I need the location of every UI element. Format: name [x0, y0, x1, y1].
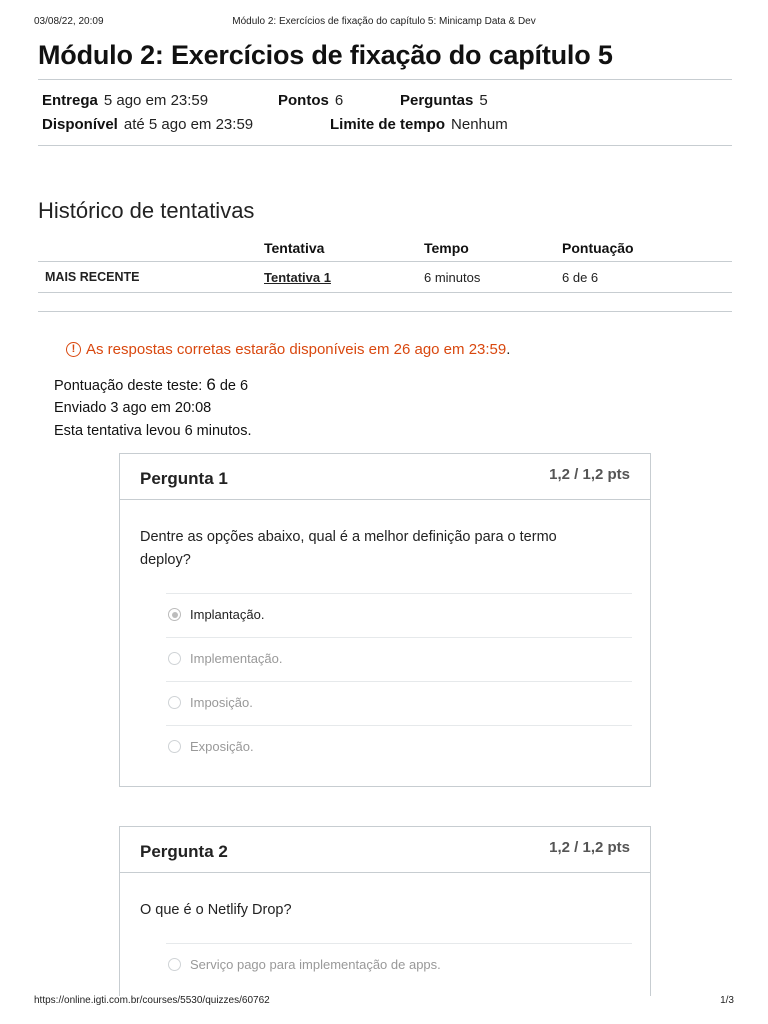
page-number: 1/3: [720, 995, 734, 1006]
score-suffix: de 6: [215, 378, 249, 394]
question-points: 1,2 / 1,2 pts: [549, 839, 630, 856]
question-points: 1,2 / 1,2 pts: [549, 466, 630, 483]
answer-option[interactable]: [166, 943, 632, 987]
time-limit-value: Nenhum: [451, 116, 508, 133]
time-limit-label: Limite de tempo: [330, 116, 446, 133]
col-attempt: Tentativa: [264, 240, 325, 256]
answer-label: Implantação.: [190, 607, 265, 622]
history-title: Histórico de tentativas: [38, 198, 255, 223]
attempt-score: 6 de 6: [562, 270, 599, 285]
col-time: Tempo: [424, 240, 469, 256]
print-doc-title: Módulo 2: Exercícios de fixação do capítulo 5: Minicamp Data & Dev: [232, 16, 536, 27]
radio-icon[interactable]: [168, 652, 181, 665]
submitted-text: Enviado 3 ago em 20:08: [54, 400, 212, 416]
question-card: [119, 453, 651, 787]
answer-label: Serviço pago para implementação de apps.: [190, 957, 441, 972]
question-card: [119, 826, 651, 996]
most-recent-tag: MAIS RECENTE: [45, 270, 140, 284]
answer-options: [166, 943, 632, 987]
history-table-header: [38, 232, 732, 262]
due-value: 5 ago em 23:59: [103, 92, 209, 109]
question-text: Dentre as opções abaixo, qual é a melhor definição para o termo deploy?: [140, 529, 557, 568]
score-summary: [54, 375, 248, 395]
answer-label: Exposição.: [190, 739, 254, 754]
question-text: O que é o Netlify Drop?: [140, 902, 292, 918]
points-meta: [278, 92, 343, 109]
answer-option[interactable]: [166, 725, 632, 769]
questions-value: 5: [479, 92, 488, 109]
available-label: Disponível: [42, 116, 118, 133]
answers-availability-notice: [66, 341, 510, 358]
radio-icon[interactable]: [168, 958, 181, 971]
print-footer: [34, 995, 734, 1009]
available-meta: [42, 116, 253, 133]
radio-icon[interactable]: [168, 740, 181, 753]
questions-label: Perguntas: [400, 92, 474, 109]
question-title: Pergunta 1: [140, 469, 228, 488]
answer-option[interactable]: [166, 681, 632, 725]
answer-label: Implementação.: [190, 651, 283, 666]
score-prefix: Pontuação deste teste:: [54, 378, 207, 394]
divider: [38, 311, 732, 312]
radio-selected-icon[interactable]: [168, 608, 181, 621]
col-score: Pontuação: [562, 240, 634, 256]
divider: [38, 79, 732, 80]
quiz-meta-row-1: [42, 92, 208, 109]
question-title: Pergunta 2: [140, 842, 228, 861]
time-limit-meta: [330, 116, 508, 133]
table-row: [38, 262, 732, 293]
radio-icon[interactable]: [168, 696, 181, 709]
points-value: 6: [334, 92, 344, 109]
answer-label: Imposição.: [190, 695, 253, 710]
page-url: https://online.igti.com.br/courses/5530/quizzes/60762: [34, 995, 270, 1006]
print-header: [34, 16, 734, 30]
duration-text: Esta tentativa levou 6 minutos.: [54, 423, 252, 439]
notice-period: .: [506, 341, 511, 358]
available-value: até 5 ago em 23:59: [123, 116, 254, 133]
notice-text: As respostas corretas estarão disponíveis em 26 ago em 23:59: [86, 341, 507, 358]
points-label: Pontos: [278, 92, 329, 109]
question-header: [120, 454, 650, 500]
attempt-link[interactable]: Tentativa 1: [264, 270, 331, 285]
question-header: [120, 827, 650, 873]
answer-option[interactable]: [166, 637, 632, 681]
score-value: 6: [206, 375, 216, 394]
due-label: Entrega: [42, 92, 98, 109]
exclamation-icon: !: [66, 342, 81, 357]
page-title: Módulo 2: Exercícios de fixação do capítulo 5: [38, 40, 613, 70]
divider: [38, 145, 732, 146]
history-table: [38, 232, 732, 293]
questions-meta: [400, 92, 488, 109]
answer-options: [166, 593, 632, 769]
answer-option[interactable]: [166, 593, 632, 637]
attempt-time: 6 minutos: [424, 270, 481, 285]
print-date: 03/08/22, 20:09: [34, 16, 104, 27]
